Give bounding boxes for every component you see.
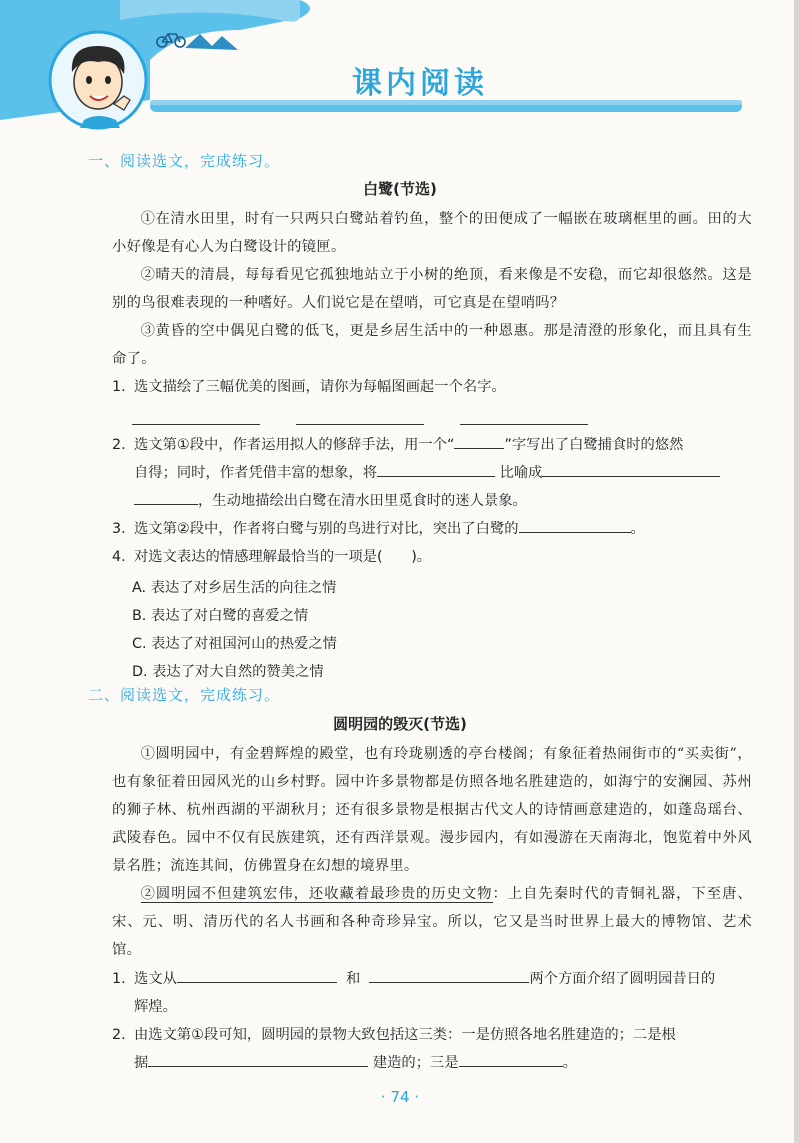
- underlined-sentence: ②圆明园不但建筑宏伟，还收藏着最珍贵的历史文物: [140, 886, 493, 902]
- option-b[interactable]: B. 表达了对白鹭的喜爱之情: [132, 608, 309, 624]
- question-text: 据: [134, 1055, 149, 1071]
- page-number: · 74 ·: [380, 1088, 420, 1106]
- option-d[interactable]: D. 表达了对大自然的赞美之情: [132, 664, 324, 680]
- header-banner: [0, 0, 800, 130]
- option-c[interactable]: C. 表达了对祖国河山的热爱之情: [132, 636, 337, 652]
- answer-blank[interactable]: [377, 460, 495, 477]
- answer-blank-2[interactable]: [296, 424, 424, 425]
- passage-1-paragraph-2: ②晴天的清晨，每每看见它孤独地站立于小树的绝顶，看来像是不安稳，而它却很悠然。这是别的鸟很难表现的一种嗜好。人们说它是在望哨，可它真是在望哨吗？: [112, 267, 752, 311]
- section-2-title: 二、阅读选文，完成练习。: [88, 686, 281, 704]
- answer-blank[interactable]: [454, 432, 504, 449]
- page-header-title: 课内阅读: [352, 66, 488, 101]
- question-text: 和: [345, 971, 361, 987]
- answer-blank[interactable]: [148, 1050, 368, 1067]
- answer-blank[interactable]: [369, 966, 529, 983]
- passage-1-paragraph-3: ③黄昏的空中偶见白鹭的低飞，更是乡居生活中的一种恩惠。那是清澄的形象化，而且具有生命了。: [112, 323, 752, 367]
- question-text: 对选文表达的情感理解最恰当的一项是( )。: [134, 549, 432, 565]
- question-text: 选文第②段中，作者将白鹭与别的鸟进行对比，突出了白鹭的: [134, 521, 519, 537]
- s1-question-1: [112, 373, 752, 401]
- answer-blank[interactable]: [542, 460, 720, 477]
- question-text: 选文从: [134, 971, 177, 987]
- passage-1-title: 白鹭(节选): [363, 180, 437, 198]
- passage-2-paragraph-1: ①圆明园中，有金碧辉煌的殿堂，也有玲珑剔透的亭台楼阁；有象征着热闹街市的“买卖街”，也有象征着田园风光的山乡村野。园中许多景物都是仿照各地名胜建造的，如海宁的安澜园、苏州的狮子林、杭州西湖的平湖秋月；还有很多景物是根据古代文人的诗情画意建造的，如蓬岛瑶台、武陵春色。园中不仅有民族建筑，还有西洋景观。漫步园内，有如漫游在天南海北，饱览着中外风景名胜；流连其间，仿佛置身在幻想的境界里。: [112, 746, 752, 874]
- question-number: 4.: [112, 549, 126, 565]
- passage-1-paragraph-1: ①在清水田里，时有一只两只白鹭站着钓鱼，整个的田便成了一幅嵌在玻璃框里的画。田的大小好像是有心人为白鹭设计的镜匣。: [112, 211, 752, 255]
- question-text: 。: [630, 521, 645, 537]
- s2-question-2: [112, 1021, 752, 1077]
- question-text: ，生动地描绘出白鹭在清水田里觅食时的迷人景象。: [198, 493, 527, 509]
- answer-blank[interactable]: [177, 966, 337, 983]
- question-text: 。: [562, 1055, 577, 1071]
- question-number: 1.: [112, 971, 126, 987]
- answer-blank-1[interactable]: [132, 424, 260, 425]
- option-a[interactable]: A. 表达了对乡居生活的向往之情: [132, 580, 337, 596]
- paragraph-text: ：上自先秦时代的青铜礼器，下至唐、宋、元、明、清历代的名人书画和各种奇珍异宝。所以，它又是当时世界上最大的博物馆、艺术馆。: [112, 886, 752, 958]
- question-text: 辉煌。: [134, 999, 177, 1015]
- passage-2-title: 圆明园的毁灭(节选): [333, 715, 467, 733]
- s1-question-3: [112, 515, 752, 543]
- answer-blank-3[interactable]: [460, 424, 588, 425]
- answer-blank[interactable]: [134, 488, 198, 505]
- question-text: 比喻成: [499, 465, 543, 481]
- s1-question-4: [112, 543, 752, 571]
- question-number: 2.: [112, 1027, 126, 1043]
- question-text: 两个方面介绍了圆明园昔日的: [529, 971, 716, 987]
- question-text: 选文描绘了三幅优美的图画，请你为每幅图画起一个名字。: [134, 379, 506, 395]
- answer-blank[interactable]: [519, 516, 631, 533]
- question-number: 2.: [112, 437, 126, 453]
- s2-question-1: [112, 965, 752, 1021]
- question-number: 3.: [112, 521, 126, 537]
- section-1-title: 一、阅读选文，完成练习。: [88, 152, 281, 170]
- question-text: 选文第①段中，作者运用拟人的修辞手法，用一个“: [134, 437, 455, 453]
- question-text: 自得；同时，作者凭借丰富的想象，将: [134, 465, 378, 481]
- question-text: ”字写出了白鹭捕食时的悠然: [504, 437, 684, 453]
- page-edge: [794, 0, 800, 1143]
- s1-question-2: [112, 431, 752, 515]
- question-number: 1.: [112, 379, 126, 395]
- passage-2-paragraph-2: [112, 880, 752, 964]
- answer-blank[interactable]: [459, 1050, 563, 1067]
- question-text: 由选文第①段可知，圆明园的景物大致包括这三类：一是仿照各地名胜建造的；二是根: [134, 1027, 676, 1043]
- question-text: 建造的；三是: [372, 1055, 459, 1071]
